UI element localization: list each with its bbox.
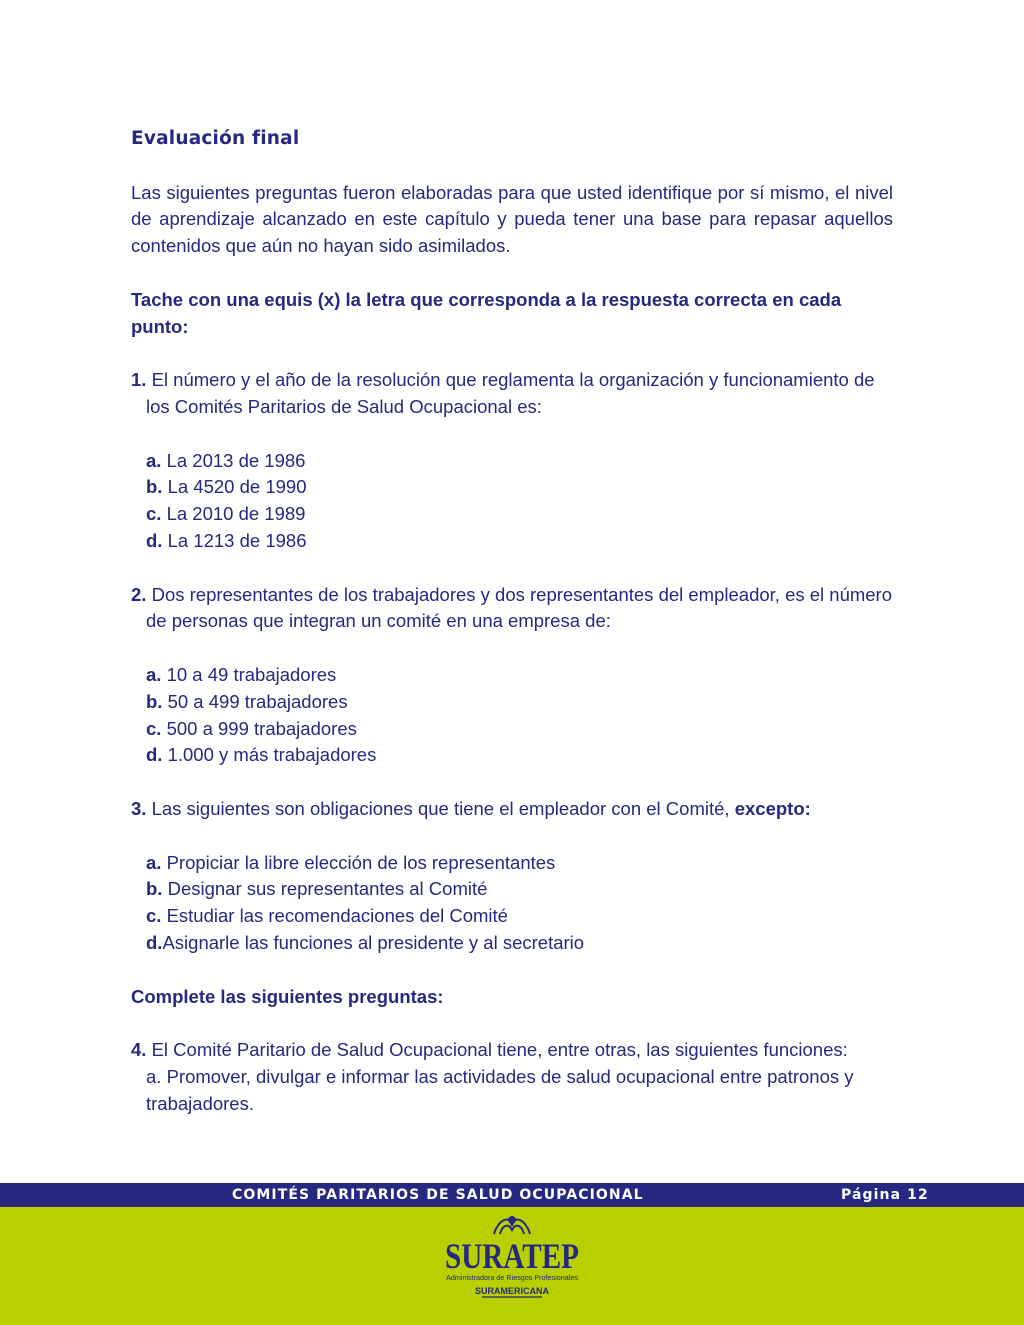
option-letter: b. — [146, 690, 163, 712]
question-number: 2. — [131, 583, 147, 605]
option-c[interactable] — [146, 716, 893, 743]
question-text: El Comité Paritario de Salud Ocupacional tiene, entre otras, las siguientes funciones: — [151, 1039, 848, 1061]
question-4-answer-line: a. Promover, divulgar e informar las actividades de salud ocupacional entre patronos y trabajadores. — [146, 1065, 854, 1114]
question-2-options — [131, 662, 893, 769]
option-letter: b. — [146, 476, 163, 498]
option-a[interactable] — [146, 662, 893, 689]
option-letter: d. — [146, 529, 163, 551]
option-letter: c. — [146, 717, 162, 739]
option-text: 50 a 499 trabajadores — [167, 690, 348, 712]
option-letter: c. — [146, 905, 162, 927]
instruction-text: Tache con una equis (x) la letra que corresponda a la respuesta correcta en cada punto: — [131, 288, 842, 337]
option-d[interactable] — [146, 528, 893, 555]
question-4 — [131, 1037, 893, 1064]
question-number: 4. — [131, 1039, 147, 1061]
question-3 — [131, 796, 893, 823]
question-number: 3. — [131, 797, 147, 819]
option-letter: c. — [146, 503, 162, 525]
option-text: La 2013 de 1986 — [166, 449, 306, 471]
option-a[interactable] — [146, 850, 893, 877]
page-title: Evaluación final — [131, 128, 300, 149]
page-number: Página 12 — [841, 1187, 929, 1203]
option-c[interactable] — [146, 501, 893, 528]
option-b[interactable] — [146, 876, 893, 903]
question-1 — [131, 367, 893, 421]
question-text: El número y el año de la resolución que reglamenta la organización y funcionamiento de los Comités Paritarios de Salud Ocupacional es: — [146, 369, 875, 417]
intro-paragraph: Las siguientes preguntas fueron elaboradas para que usted identifique por sí mismo, el nivel de aprendizaje alcanzado en este capítulo y pueda tener una base para repasar aquellos contenidos que aún no hayan sido asimilados. — [131, 181, 893, 257]
question-text: Las siguientes son obligaciones que tiene el empleador con el Comité, — [151, 797, 730, 819]
option-text: La 2010 de 1989 — [166, 503, 306, 525]
question-2 — [131, 582, 893, 636]
option-c[interactable] — [146, 903, 893, 930]
option-d[interactable] — [146, 742, 893, 769]
option-text: 500 a 999 trabajadores — [166, 717, 357, 739]
option-b[interactable] — [146, 689, 893, 716]
question-1-options — [131, 448, 893, 555]
option-text: La 1213 de 1986 — [167, 529, 307, 551]
option-b[interactable] — [146, 474, 893, 501]
question-emphasis: excepto: — [734, 797, 811, 819]
question-text: Dos representantes de los trabajadores y dos representantes del empleador, es el número de personas que integran un comité en una empresa de: — [146, 583, 893, 632]
option-d[interactable] — [146, 930, 893, 957]
footer-title: COMITÉS PARITARIOS DE SALUD OCUPACIONAL — [232, 1187, 644, 1203]
emblem-icon — [494, 1217, 530, 1234]
option-text: 10 a 49 trabajadores — [166, 663, 337, 685]
option-text: 1.000 y más trabajadores — [167, 744, 377, 766]
option-text: Propiciar la libre elección de los representantes — [166, 851, 556, 873]
option-text: Designar sus representantes al Comité — [167, 878, 488, 900]
logo-sub: SURAMERICANA — [475, 1286, 549, 1296]
option-text: Estudiar las recomendaciones del Comité — [166, 905, 508, 927]
question-number: 1. — [131, 369, 147, 391]
logo-tagline: Administradora de Riesgos Profesionales — [446, 1273, 578, 1282]
option-letter: a. — [146, 663, 162, 685]
option-letter: a. — [146, 851, 162, 873]
page-content — [131, 126, 893, 1117]
option-letter: a. — [146, 449, 162, 471]
option-letter: d. — [146, 931, 163, 953]
option-text: La 4520 de 1990 — [167, 476, 307, 498]
option-a[interactable] — [146, 448, 893, 475]
suratep-logo — [438, 1212, 586, 1304]
logo-name: SURATEP — [445, 1236, 579, 1276]
option-letter: b. — [146, 878, 163, 900]
question-3-options — [131, 850, 893, 957]
option-text: Asignarle las funciones al presidente y al secretario — [162, 931, 585, 953]
option-letter: d. — [146, 744, 163, 766]
complete-heading: Complete las siguientes preguntas: — [131, 985, 444, 1007]
